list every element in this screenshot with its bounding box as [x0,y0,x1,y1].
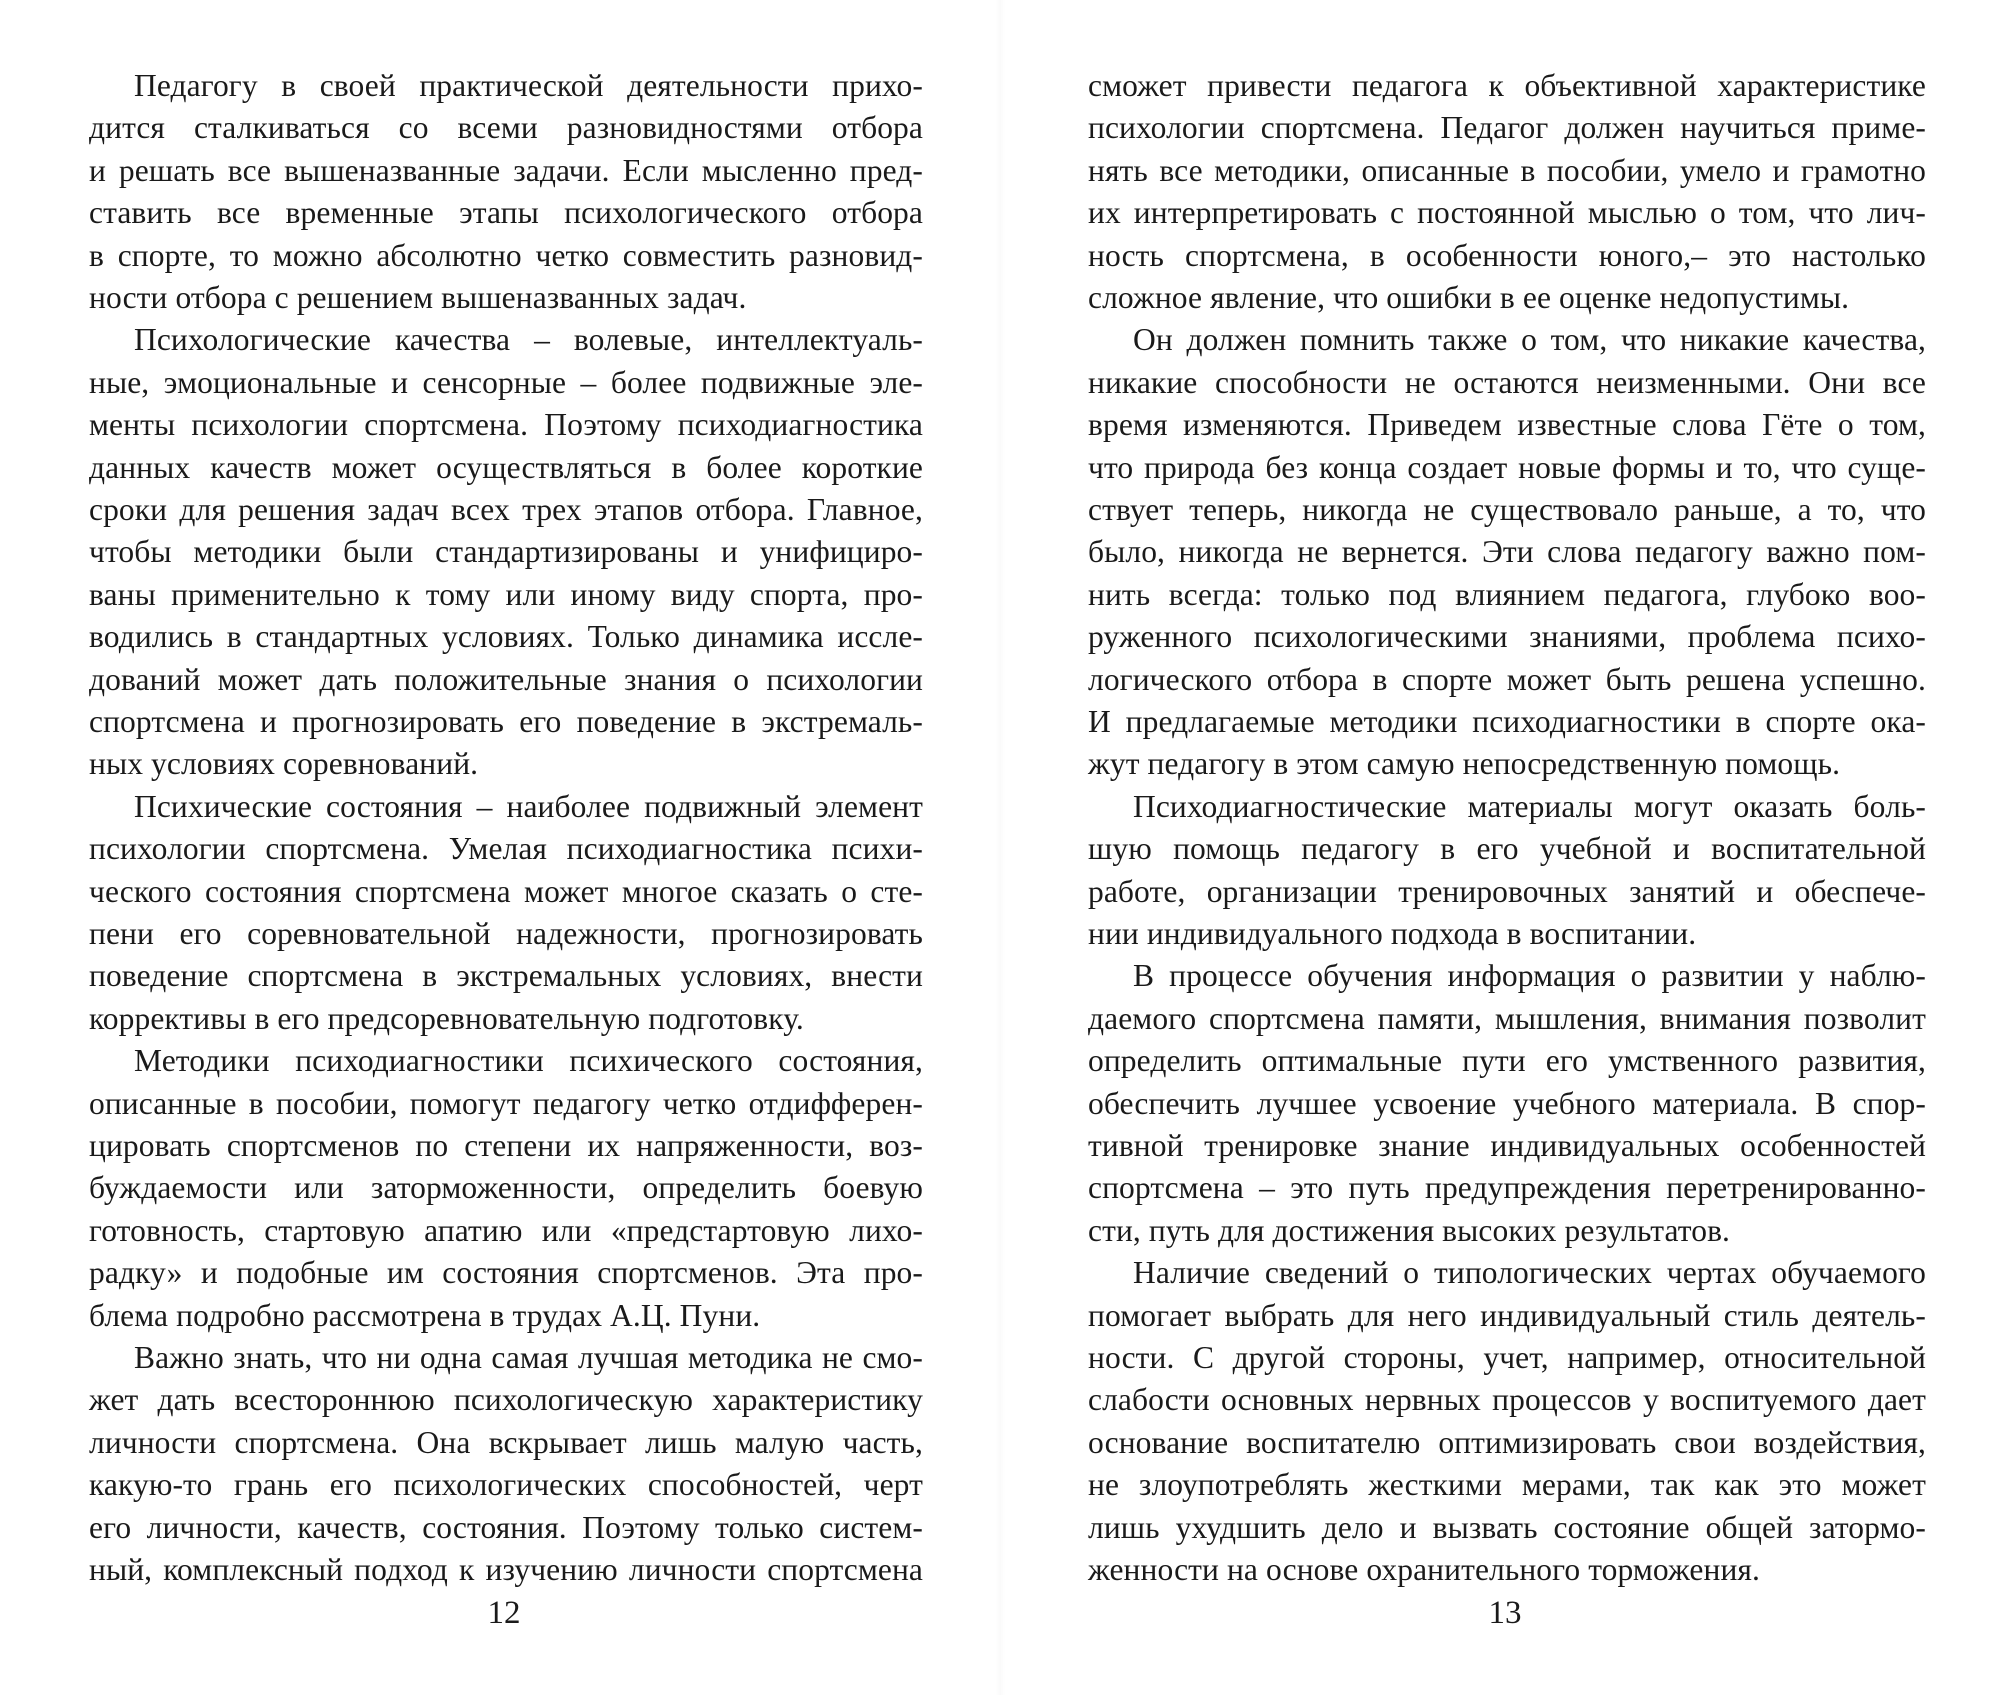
text-line: сроки для решения задач всех трех этапов отбора. Главное, [89,492,923,527]
text-line: личности спортсмена. Она вскрывает лишь малую часть, [89,1425,923,1460]
text-line: описанные в пособии, помогут педагогу четко отдифферен- [89,1086,923,1121]
text-line: водились в стандартных условиях. Только динамика иссле- [89,619,923,654]
text-line: блема подробно рассмотрена в трудах А.Ц. Пуни. [89,1298,761,1333]
text-line: нии индивидуального подхода в воспитании. [1088,916,1697,951]
text-line: ности отбора с решением вышеназванных задач. [89,280,747,315]
text-line: ность спортсмена, в особенности юного,– это настолько [1088,238,1926,273]
text-line: ческого состояния спортсмена может многое сказать о сте- [89,874,923,909]
text-line: логического отбора в спорте может быть решена успешно. [1088,662,1926,697]
text-line: помогает выбрать для него индивидуальный стиль деятель- [1088,1298,1926,1333]
text-line: работе, организации тренировочных занятий и обеспече- [1088,874,1926,909]
text-line: спортсмена – это путь предупреждения перетренированно- [1088,1170,1926,1205]
text-line: жут педагогу в этом самую непосредственную помощь. [1088,746,1841,781]
text-line: сможет привести педагога к объективной характеристике [1088,68,1926,103]
text-line: поведение спортсмена в экстремальных условиях, внести [89,958,923,993]
text-line: буждаемости или заторможенности, определить боевую [89,1170,923,1205]
text-line: тивной тренировке знание индивидуальных особенностей [1088,1128,1926,1163]
text-line: ваны применительно к тому или иному виду спорта, про- [89,577,923,612]
text-line: Методики психодиагностики психического состояния, [134,1043,923,1078]
text-line: нить всегда: только под влиянием педагога, глубоко воо- [1088,577,1926,612]
text-line: Важно знать, что ни одна самая лучшая методика не смо- [134,1340,923,1375]
text-line: психологии спортсмена. Педагог должен научиться приме- [1088,110,1926,145]
text-line: что природа без конца создает новые формы и то, что суще- [1088,450,1926,485]
text-line: женности на основе охранительного торможения. [1088,1552,1760,1587]
text-line: лишь ухудшить дело и вызвать состояние общей затормо- [1088,1510,1926,1545]
text-line: основание воспитателю оптимизировать свои воздействия, [1088,1425,1926,1460]
text-line: их интерпретировать с постоянной мыслью о том, что лич- [1088,195,1926,230]
text-line: готовность, стартовую апатию или «предстартовую лихо- [89,1213,923,1248]
text-line: ные, эмоциональные и сенсорные – более подвижные эле- [89,365,923,400]
text-line: Наличие сведений о типологических чертах обучаемого [1133,1255,1926,1290]
text-line: его личности, качеств, состояния. Поэтому только систем- [89,1510,923,1545]
page-number: 13 [1488,1595,1522,1631]
text-line: сти, путь для достижения высоких результатов. [1088,1213,1731,1248]
text-line: какую-то грань его психологических способностей, черт [89,1467,923,1502]
right-page [1000,0,2000,1695]
text-line: данных качеств может осуществляться в более короткие [89,450,923,485]
text-line: радку» и подобные им состояния спортсменов. Эта про- [89,1255,923,1290]
text-line: цировать спортсменов по степени их напряженности, воз- [89,1128,923,1163]
text-line: психологии спортсмена. Умелая психодиагностика психи- [89,831,923,866]
text-line: менты психологии спортсмена. Поэтому психодиагностика [89,407,923,442]
text-line: ставить все временные этапы психологического отбора [89,195,923,230]
text-line: не злоупотреблять жесткими мерами, так как это может [1088,1467,1926,1502]
text-line: время изменяются. Приведем известные слова Гёте о том, [1088,407,1926,442]
text-line: сложное явление, что ошибки в ее оценке недопустимы. [1088,280,1850,315]
text-line: дится сталкиваться со всеми разновидностями отбора [89,110,923,145]
text-line: В процессе обучения информация о развитии у наблю- [1133,958,1926,993]
text-line: Психические состояния – наиболее подвижный элемент [134,789,923,824]
text-line: ности. С другой стороны, учет, например, относительной [1088,1340,1926,1375]
text-line: в спорте, то можно абсолютно четко совместить разновид- [89,238,923,273]
text-line: И предлагаемые методики психодиагностики в спорте ока- [1088,704,1926,739]
page-number: 12 [487,1595,521,1631]
text-line: руженного психологическими знаниями, проблема психо- [1088,619,1926,654]
text-line: шую помощь педагогу в его учебной и воспитательной [1088,831,1926,866]
text-line: пени его соревновательной надежности, прогнозировать [89,916,923,951]
text-line: жет дать всестороннюю психологическую характеристику [89,1382,923,1417]
text-line: слабости основных нервных процессов у воспитуемого дает [1088,1382,1926,1417]
text-line: спортсмена и прогнозировать его поведение в экстремаль- [89,704,923,739]
text-line: даемого спортсмена памяти, мышления, внимания позволит [1088,1001,1926,1036]
text-line: Он должен помнить также о том, что никакие качества, [1133,322,1926,357]
text-line: Психологические качества – волевые, интеллектуаль- [134,322,923,357]
text-line: определить оптимальные пути его умственного развития, [1088,1043,1926,1078]
text-line: никакие способности не остаются неизменными. Они все [1088,365,1926,400]
text-line: коррективы в его предсоревновательную подготовку. [89,1001,804,1036]
text-line: нять все методики, описанные в пособии, умело и грамотно [1088,153,1926,188]
text-line: было, никогда не вернется. Эти слова педагогу важно пом- [1088,534,1926,569]
text-line: Педагогу в своей практической деятельности прихо- [134,68,923,103]
text-line: Психодиагностические материалы могут оказать боль- [1133,789,1926,824]
text-line: чтобы методики были стандартизированы и унифициро- [89,534,923,569]
text-line: ствует теперь, никогда не существовало раньше, а то, что [1088,492,1926,527]
text-line: и решать все вышеназванные задачи. Если мысленно пред- [89,153,923,188]
text-line: ных условиях соревнований. [89,746,479,781]
text-line: обеспечить лучшее усвоение учебного материала. В спор- [1088,1086,1926,1121]
text-line: дований может дать положительные знания о психологии [89,662,923,697]
text-line: ный, комплексный подход к изучению личности спортсмена [89,1552,923,1587]
